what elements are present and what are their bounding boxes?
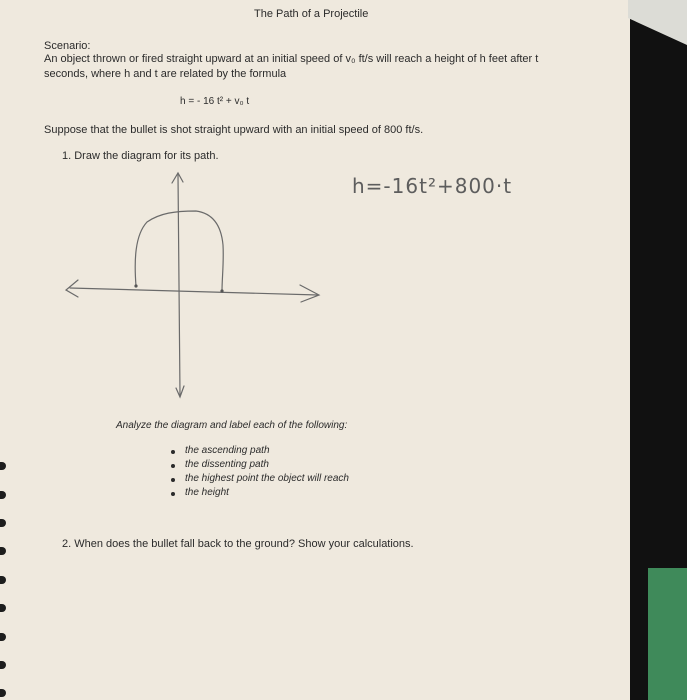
background-green-object bbox=[648, 568, 687, 700]
bullet-dot bbox=[171, 492, 175, 496]
question-2: 2. When does the bullet fall back to the ground? Show your calculations. bbox=[62, 538, 414, 550]
bullet-dot bbox=[171, 464, 175, 468]
analyze-instruction: Analyze the diagram and label each of the following: bbox=[116, 420, 348, 431]
scenario-text-line-1: An object thrown or fired straight upward at an initial speed of v₀ ft/s will reach a height of h feet after t bbox=[44, 53, 539, 65]
bullet-dot bbox=[171, 450, 175, 454]
x-axis bbox=[70, 288, 318, 295]
scenario-text-line-2: seconds, where h and t are related by the formula bbox=[44, 68, 287, 80]
y-axis bbox=[178, 175, 180, 395]
bullet-item: the dissenting path bbox=[185, 459, 269, 470]
bullet-item: the highest point the object will reach bbox=[185, 473, 349, 484]
page-title: The Path of a Projectile bbox=[254, 8, 369, 20]
bullet-item: the ascending path bbox=[185, 445, 270, 456]
suppose-statement: Suppose that the bullet is shot straight upward with an initial speed of 800 ft/s. bbox=[44, 124, 424, 136]
handwritten-equation: h=-16t²+800·t bbox=[352, 174, 513, 198]
launch-point bbox=[134, 284, 137, 287]
scenario-label: Scenario: bbox=[44, 40, 91, 52]
question-1: 1. Draw the diagram for its path. bbox=[62, 150, 219, 162]
landing-point bbox=[220, 289, 223, 292]
x-axis-arrow-right bbox=[300, 285, 319, 302]
bullet-item: the height bbox=[185, 487, 229, 498]
formula: h = - 16 t² + v₀ t bbox=[180, 96, 250, 107]
bullet-dot bbox=[171, 478, 175, 482]
